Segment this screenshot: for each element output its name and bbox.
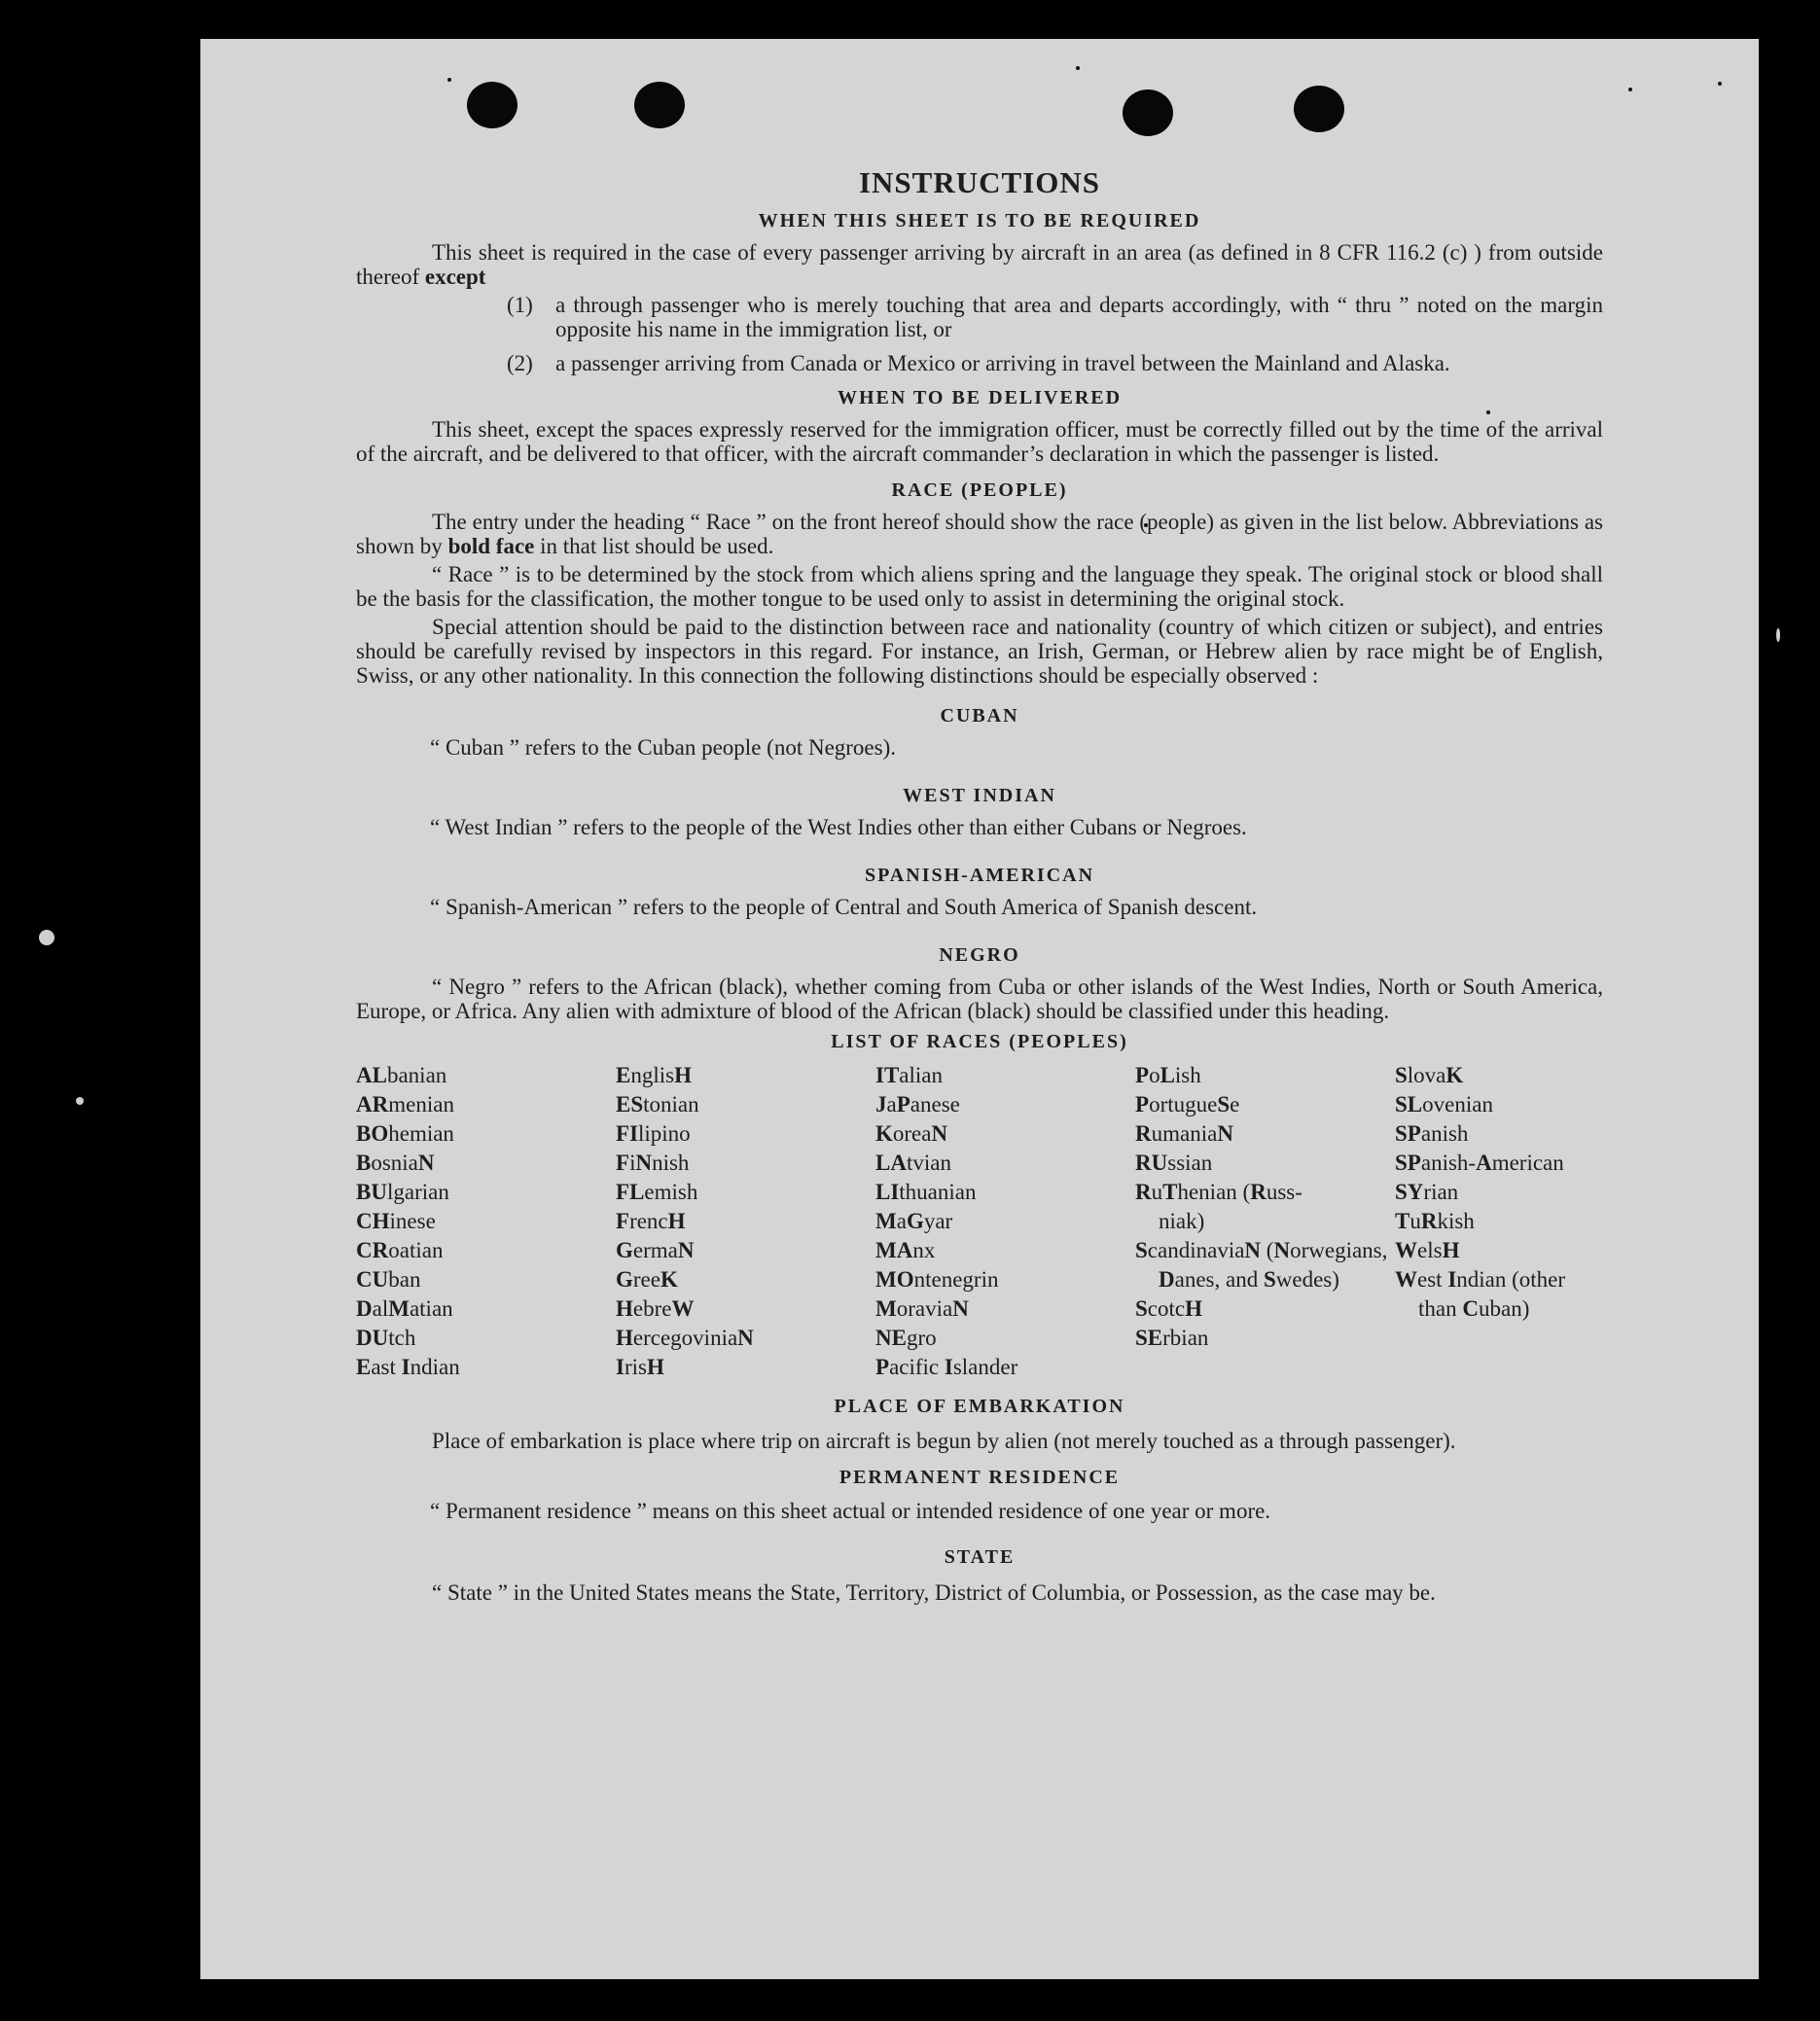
item-text: a through passenger who is merely touching that area and departs accordingly, with “ thru ” noted on the margin opposite his name in the immigration list, or: [555, 293, 1603, 341]
race-entry: BOhemian: [356, 1121, 454, 1146]
punch-hole: [467, 82, 517, 128]
item-text: a passenger arriving from Canada or Mexico or arriving in travel between the Mainland and Alaska.: [555, 351, 1450, 375]
race-entry: GreeK: [616, 1267, 678, 1292]
race-entry: HebreW: [616, 1296, 695, 1321]
race-entry: TuRkish: [1395, 1209, 1475, 1233]
race-entry: ScotcH: [1135, 1296, 1202, 1321]
race-entry: DalMatian: [356, 1296, 453, 1321]
race-entry: MAnx: [875, 1238, 936, 1262]
race-entry: FrencH: [616, 1209, 686, 1233]
race-entry: PoLish: [1135, 1063, 1201, 1087]
race-entry: West Indian (other than Cuban): [1395, 1267, 1566, 1321]
race-entry: FiNnish: [616, 1151, 690, 1175]
bold-face-phrase: bold face: [447, 534, 535, 558]
race-entry: CRoatian: [356, 1238, 444, 1262]
race-entry: CUban: [356, 1267, 421, 1292]
race-entry: SlovaK: [1395, 1063, 1464, 1087]
race-entry: MoraviaN: [875, 1296, 969, 1321]
section-heading-spanish-american: SPANISH-AMERICAN: [864, 865, 1095, 886]
race-p1-end: in that list should be used.: [540, 534, 774, 558]
race-entry: GermaN: [616, 1238, 695, 1262]
race-entry: SPanish: [1395, 1121, 1469, 1146]
scan-artifact: [39, 930, 54, 945]
race-entry: EStonian: [616, 1092, 699, 1117]
west-indian-text: “ West Indian ” refers to the people of the West Indies other than either Cubans or Negroes.: [430, 815, 1247, 839]
race-entry: EnglisH: [616, 1063, 692, 1087]
section-heading-cuban: CUBAN: [940, 705, 1019, 727]
cuban-text: “ Cuban ” refers to the Cuban people (not Negroes).: [430, 735, 897, 760]
races-column-5: [1395, 1061, 1603, 1382]
race-p1-start: The entry under the heading “ Race ” on the front hereof should show the race (people) as given in the list below. Abbreviations as shown by: [356, 510, 1603, 558]
race-entry: LIthuanian: [875, 1180, 977, 1204]
race-entry: ScandinaviaN (Norwegians, Danes, and Swedes): [1135, 1238, 1388, 1292]
race-entry: ITalian: [875, 1063, 943, 1087]
scan-artifact: [1776, 628, 1780, 642]
races-column-4: [1135, 1061, 1395, 1382]
race-entry: SLovenian: [1395, 1092, 1493, 1117]
section-heading-when-delivered: WHEN TO BE DELIVERED: [837, 387, 1123, 408]
dust-speck: [1076, 66, 1080, 70]
negro-text: “ Negro ” refers to the African (black), whether coming from Cuba or other islands of the West Indies, North or South America, Europe, or Africa. Any alien with admixture of blood of the African (black) should be classified under this heading.: [356, 975, 1603, 1023]
scan-artifact: [76, 1097, 84, 1105]
document-content: [356, 165, 1603, 1610]
page-title: INSTRUCTIONS: [858, 165, 1100, 199]
race-entry: FLemish: [616, 1180, 698, 1204]
section-heading-list-of-races: LIST OF RACES (PEOPLES): [831, 1031, 1128, 1052]
race-entry: Pacific Islander: [875, 1355, 1018, 1379]
race-entry: East Indian: [356, 1355, 460, 1379]
section-heading-state: STATE: [944, 1546, 1016, 1568]
race-entry: MOntenegrin: [875, 1267, 999, 1292]
races-column-3: [875, 1061, 1135, 1382]
race-entry: BosniaN: [356, 1151, 435, 1175]
races-column-2: [616, 1061, 875, 1382]
dust-speck: [1718, 82, 1722, 86]
races-column-1: [356, 1061, 616, 1382]
when-delivered-text: This sheet, except the spaces expressly reserved for the immigration officer, must be correctly filled out by the time of the arrival of the aircraft, and be delivered to that officer, with the aircraft commander’s declaration in which the passenger is listed.: [356, 417, 1603, 466]
race-entry: WelsH: [1395, 1238, 1460, 1262]
punch-hole: [634, 82, 685, 128]
race-entry: RumaniaN: [1135, 1121, 1233, 1146]
race-entry: RuThenian (Russ-: [1135, 1180, 1303, 1204]
race-entry: ALbanian: [356, 1063, 447, 1087]
races-list: [356, 1061, 1603, 1382]
race-entry: CHinese: [356, 1209, 436, 1233]
race-entry: SErbian: [1135, 1326, 1209, 1350]
when-required-text: [356, 240, 1603, 289]
race-entry: MaGyar: [875, 1209, 953, 1233]
item-number: (2): [507, 351, 533, 375]
race-paragraph-3: Special attention should be paid to the distinction between race and nationality (country of which citizen or subject), and entries should be carefully revised by inspectors in this regard. For instance, an Irish, German, or Hebrew alien by race might be of English, Swiss, or any other nationality. In this connection the following distinctions should be especially observed :: [356, 615, 1603, 688]
section-heading-embarkation: PLACE OF EMBARKATION: [834, 1396, 1125, 1417]
section-heading-when-required: WHEN THIS SHEET IS TO BE REQUIRED: [758, 210, 1201, 231]
race-entry: ARmenian: [356, 1092, 454, 1117]
race-entry: LAtvian: [875, 1151, 951, 1175]
race-entry: NEgro: [875, 1326, 937, 1350]
race-entry: PortugueSe: [1135, 1092, 1240, 1117]
except-word: except: [424, 265, 486, 289]
residence-text: “ Permanent residence ” means on this sheet actual or intended residence of one year or more.: [430, 1499, 1271, 1523]
race-entry: FIlipino: [616, 1121, 691, 1146]
embarkation-text: Place of embarkation is place where trip on aircraft is begun by alien (not merely touched as a through passenger).: [432, 1429, 1456, 1453]
race-entry: JaPanese: [875, 1092, 960, 1117]
when-required-body: This sheet is required in the case of every passenger arriving by aircraft in an area (as defined in 8 CFR 116.2 (c) ) from outside thereof: [356, 240, 1603, 289]
state-text: “ State ” in the United States means the State, Territory, District of Columbia, or Possession, as the case may be.: [432, 1580, 1436, 1605]
race-entry: SYrian: [1395, 1180, 1459, 1204]
race-entry: DUtch: [356, 1326, 416, 1350]
list-item: [356, 293, 1603, 341]
item-number: (1): [507, 293, 533, 317]
race-entry: HercegoviniaN: [616, 1326, 754, 1350]
section-heading-negro: NEGRO: [939, 944, 1020, 966]
race-paragraph-1: [356, 510, 1603, 558]
race-entry: IrisH: [616, 1355, 664, 1379]
punch-hole: [1123, 89, 1173, 136]
punch-hole: [1294, 86, 1344, 132]
race-paragraph-2: “ Race ” is to be determined by the stock from which aliens spring and the language they speak. The original stock or blood shall be the basis for the classification, the mother tongue to be used only to assist in determining the original stock.: [356, 562, 1603, 611]
race-entry: BUlgarian: [356, 1180, 449, 1204]
race-entry: RUssian: [1135, 1151, 1213, 1175]
race-entry-continuation: niak): [1159, 1209, 1205, 1233]
race-entry: SPanish-American: [1395, 1151, 1564, 1175]
section-heading-race: RACE (PEOPLE): [891, 479, 1068, 501]
dust-speck: [1628, 88, 1632, 91]
race-entry: KoreaN: [875, 1121, 948, 1146]
spanish-american-text: “ Spanish-American ” refers to the people of Central and South America of Spanish descent.: [430, 895, 1258, 919]
list-item: [356, 351, 1603, 375]
dust-speck: [447, 78, 451, 82]
section-heading-residence: PERMANENT RESIDENCE: [839, 1467, 1121, 1488]
section-heading-west-indian: WEST INDIAN: [903, 785, 1056, 806]
